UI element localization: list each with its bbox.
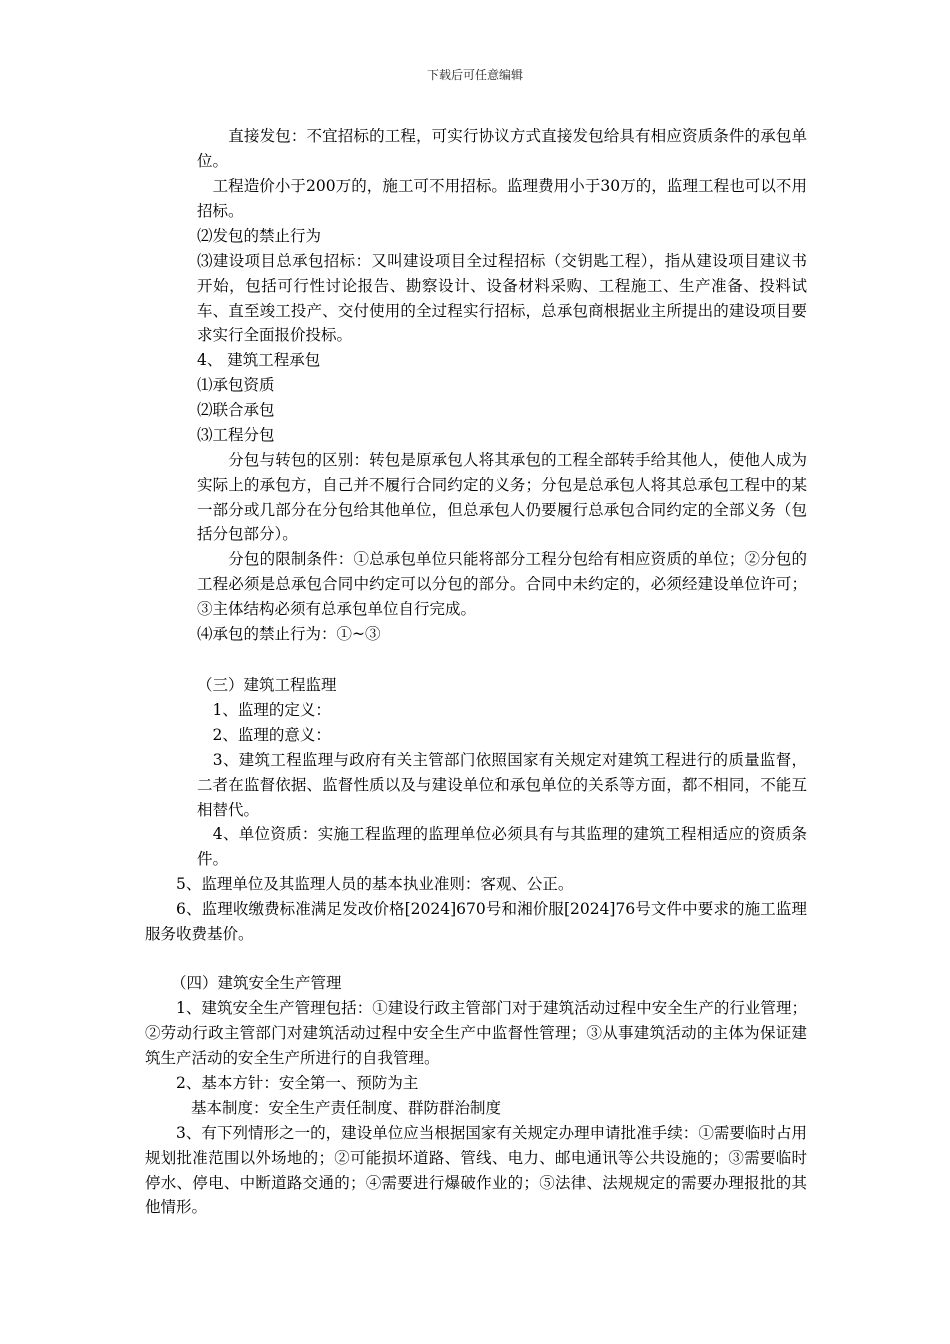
paragraph-practice-principles: 5、监理单位及其监理人员的基本执业准则：客观、公正。	[176, 875, 574, 893]
item-contract-prohibited-acts: ⑷承包的禁止行为：①~③	[197, 625, 381, 643]
paragraph-cost-threshold: 工程造价小于200万的，施工可不用招标。监理费用小于30万的，监理工程也可以不用招标。	[197, 177, 807, 220]
item-supervision-definition: 1、监理的定义：	[197, 701, 331, 719]
paragraph-supervision-vs-government: 3、建筑工程监理与政府有关主管部门依照国家有关规定对建筑工程进行的质量监督，二者在监督依据、监督性质以及与建设单位和承包单位的关系等方面，都不相同，不能互相替代。	[197, 751, 807, 819]
paragraph-subcontract-difference: 分包与转包的区别：转包是原承包人将其承包的工程全部转手给其他人，使他人成为实际上的承包方，自己并不履行合同约定的义务；分包是总承包人将其总承包工程中的某一部分或几部分在分包给其他单位，但总承包人仍要履行总承包合同约定的全部义务（包括分包部分）。	[197, 451, 807, 544]
item-contract-prohibitions: ⑵发包的禁止行为	[197, 227, 322, 245]
section-heading-contracting: 4、 建筑工程承包	[197, 351, 321, 369]
paragraph-unit-qualification: 4、单位资质：实施工程监理的监理单位必须具有与其监理的建筑工程相适应的资质条件。	[197, 825, 807, 868]
paragraph-basic-system: 基本制度：安全生产责任制度、群防群治制度	[191, 1099, 502, 1117]
item-supervision-meaning: 2、监理的意义：	[197, 726, 331, 744]
paragraph-general-contract-bidding: ⑶建设项目总承包招标：又叫建设项目全过程招标（交钥匙工程），指从建设项目建议书开始，包括可行性讨论报告、勘察设计、设备材料采购、工程施工、生产准备、投料试车、直至竣工投产、交付使用的全过程实行招标，总承包商根据业主所提出的建设项目要求实行全面报价投标。	[197, 252, 807, 345]
paragraph-fee-standard: 6、监理收缴费标准满足发改价格[2024]670号和湘价服[2024]76号文件中要求的施工监理服务收费基价。	[145, 900, 807, 943]
section-heading-supervision: （三）建筑工程监理	[197, 676, 337, 694]
paragraph-approval-procedures: 3、有下列情形之一的，建设单位应当根据国家有关规定办理申请批准手续：①需要临时占用规划批准范围以外场地的；②可能损坏道路、管线、电力、邮电通讯等公共设施的；③需要临时停水、停电、中断道路交通的；④需要进行爆破作业的；⑤法律、法规规定的需要办理报批的其他情形。	[145, 1124, 807, 1217]
section-heading-safety: （四）建筑安全生产管理	[171, 974, 342, 992]
item-subcontract: ⑶工程分包	[197, 426, 275, 444]
paragraph-direct-contract: 直接发包：不宜招标的工程，可实行协议方式直接发包给具有相应资质条件的承包单位。	[197, 127, 807, 170]
item-contract-qualification: ⑴承包资质	[197, 376, 275, 394]
page-header: 下载后可任意编辑	[426, 68, 523, 82]
paragraph-safety-management: 1、建筑安全生产管理包括：①建设行政主管部门对于建筑活动过程中安全生产的行业管理；②劳动行政主管部门对建筑活动过程中安全生产中监督性管理；③从事建筑活动的主体为保证建筑生产活动的安全生产所进行的自我管理。	[145, 999, 807, 1067]
item-joint-contract: ⑵联合承包	[197, 401, 275, 419]
paragraph-subcontract-limits: 分包的限制条件：①总承包单位只能将部分工程分包给有相应资质的单位；②分包的工程必须是总承包合同中约定可以分包的部分。合同中未约定的，必须经建设单位许可；③主体结构必须有总承包单位自行完成。	[197, 550, 807, 618]
paragraph-basic-policy: 2、基本方针：安全第一、预防为主	[176, 1074, 419, 1092]
